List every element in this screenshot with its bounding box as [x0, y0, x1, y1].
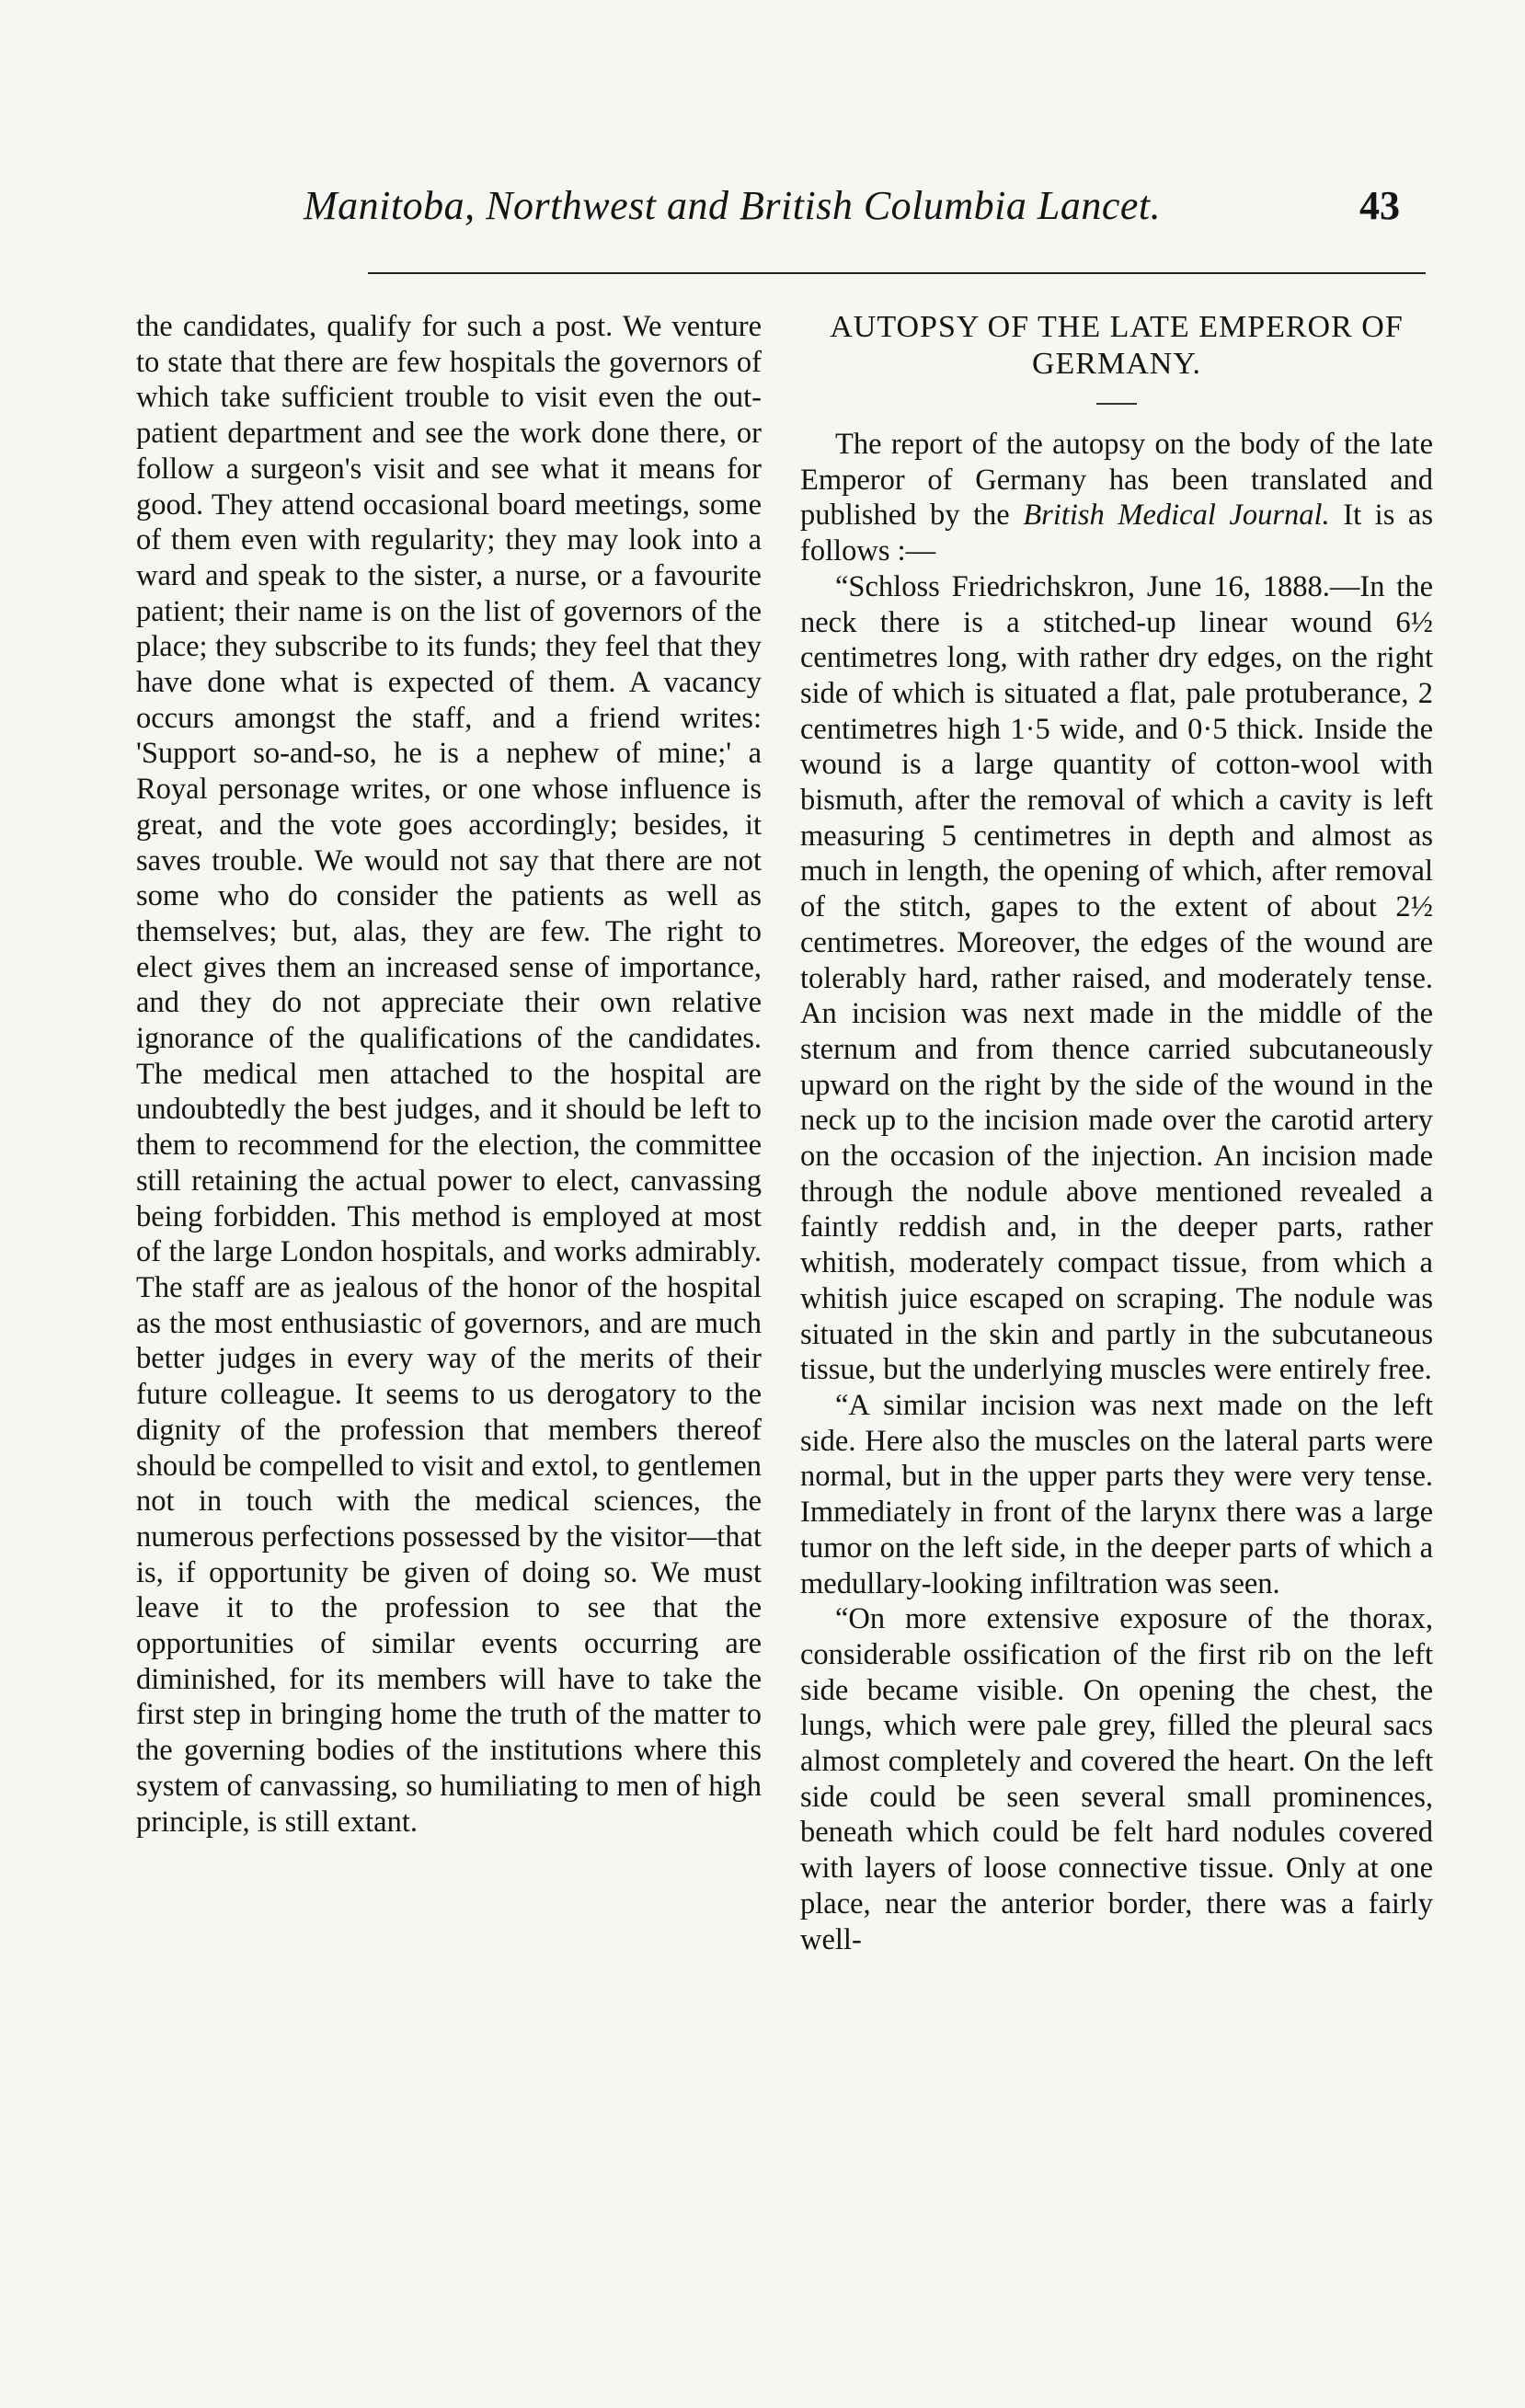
right-column — [800, 309, 1433, 1957]
running-title: Manitoba, Northwest and British Columbia Lancet. — [304, 183, 1162, 228]
journal-name: British Medical Journal. — [1023, 499, 1330, 533]
header-rule — [368, 272, 1426, 274]
autopsy-paragraph-2: “A similar incision was next made on the left side. Here also the muscles on the lateral parts were normal, but in the upper parts they were very tense. Immediately in front of the larynx there was a large tumor on the left side, in the deeper parts of which a medullary-looking infiltration was seen. — [800, 1388, 1433, 1600]
title-rule — [1096, 403, 1137, 405]
left-column — [136, 309, 762, 1840]
article-intro — [800, 427, 1433, 569]
article-title: AUTOPSY OF THE LATE EMPEROR OF GERMANY. — [830, 310, 1404, 381]
intro-text-before: The report of the autopsy on the body of the late Emperor of Germany has been translated and published by the — [800, 428, 1433, 533]
autopsy-paragraph-3: “On more extensive exposure of the thorax, considerable ossification of the first rib on the left side became visible. On opening the chest, the lungs, which were pale grey, filled the pleural sacs almost completely and covered the heart. On the left side could be seen several small prominences, beneath which could be felt hard nodules covered with layers of loose connective tissue. Only at one place, near the anterior border, there was a fairly well- — [800, 1602, 1433, 1956]
autopsy-paragraph-1: “Schloss Friedrichskron, June 16, 1888.—In the neck there is a stitched-up linear wound 6½ centimetres long, with rather dry edges, on the right side of which is situated a flat, pale protuberance, 2 centimetres high 1·5 wide, and 0·5 thick. Inside the wound is a large quantity of cotton-wool with bismuth, after the removal of which a cavity is left measuring 5 centimetres in depth and almost as much in length, the opening of which, after removal of the stitch, gapes to the extent of about 2½ centimetres. Moreover, the edges of the wound are tolerably hard, rather raised, and moderately tense. An incision was next made in the middle of the sternum and from thence carried subcutaneously upward on the right by the side of the wound in the neck up to the incision made over the carotid artery on the occasion of the injection. An incision made through the nodule above mentioned revealed a faintly reddish and, in the deeper parts, rather whitish, moderately compact tissue, from which a whitish juice escaped on scraping. The nodule was situated in the skin and partly in the subcutaneous tissue, but the underlying muscles were entirely free. — [800, 569, 1433, 1387]
page-number: 43 — [1359, 183, 1400, 228]
intro-text-after: It is as follows :— — [800, 499, 1433, 568]
editorial-paragraph: the candidates, qualify for such a post. We venture to state that there are few hospitals the governors of which take sufficient trouble to visit even the out-patient department and see the work done there, or follow a surgeon's visit and see what it means for good. They attend occasional board meetings, some of them even with regularity; they may look into a ward and speak to the sister, a nurse, or a favourite patient; their name is on the list of governors of the place; they subscribe to its funds; they feel that they have done what is expected of them. A vacancy occurs amongst the staff, and a friend writes: 'Support so-and-so, he is a nephew of mine;' a Royal personage writes, or one whose influence is great, and the vote goes accordingly; besides, it saves trouble. We would not say that there are not some who do consider the patients as well as themselves; but, alas, they are few. The right to elect gives them an increased sense of importance, and they do not appreciate their own relative ignorance of the qualifications of the candidates. The medical men attached to the hospital are undoubtedly the best judges, and it should be left to them to recommend for the election, the committee still retaining the actual power to elect, canvassing being forbidden. This method is employed at most of the large London hospitals, and works admirably. The staff are as jealous of the honor of the hospital as the most enthusiastic of governors, and are much better judges in every way of the merits of their future colleague. It seems to us derogatory to the dignity of the profession that members thereof should be compelled to visit and extol, to gentlemen not in touch with the medical sciences, the numerous perfections possessed by the visitor—that is, if opportunity be given of doing so. We must leave it to the profession to see that the opportunities of similar events occurring are diminished, for its members will have to take the first step in bringing home the truth of the matter to the governing bodies of the institutions where this system of canvassing, so humiliating to men of high principle, is still extant. — [136, 310, 762, 1839]
